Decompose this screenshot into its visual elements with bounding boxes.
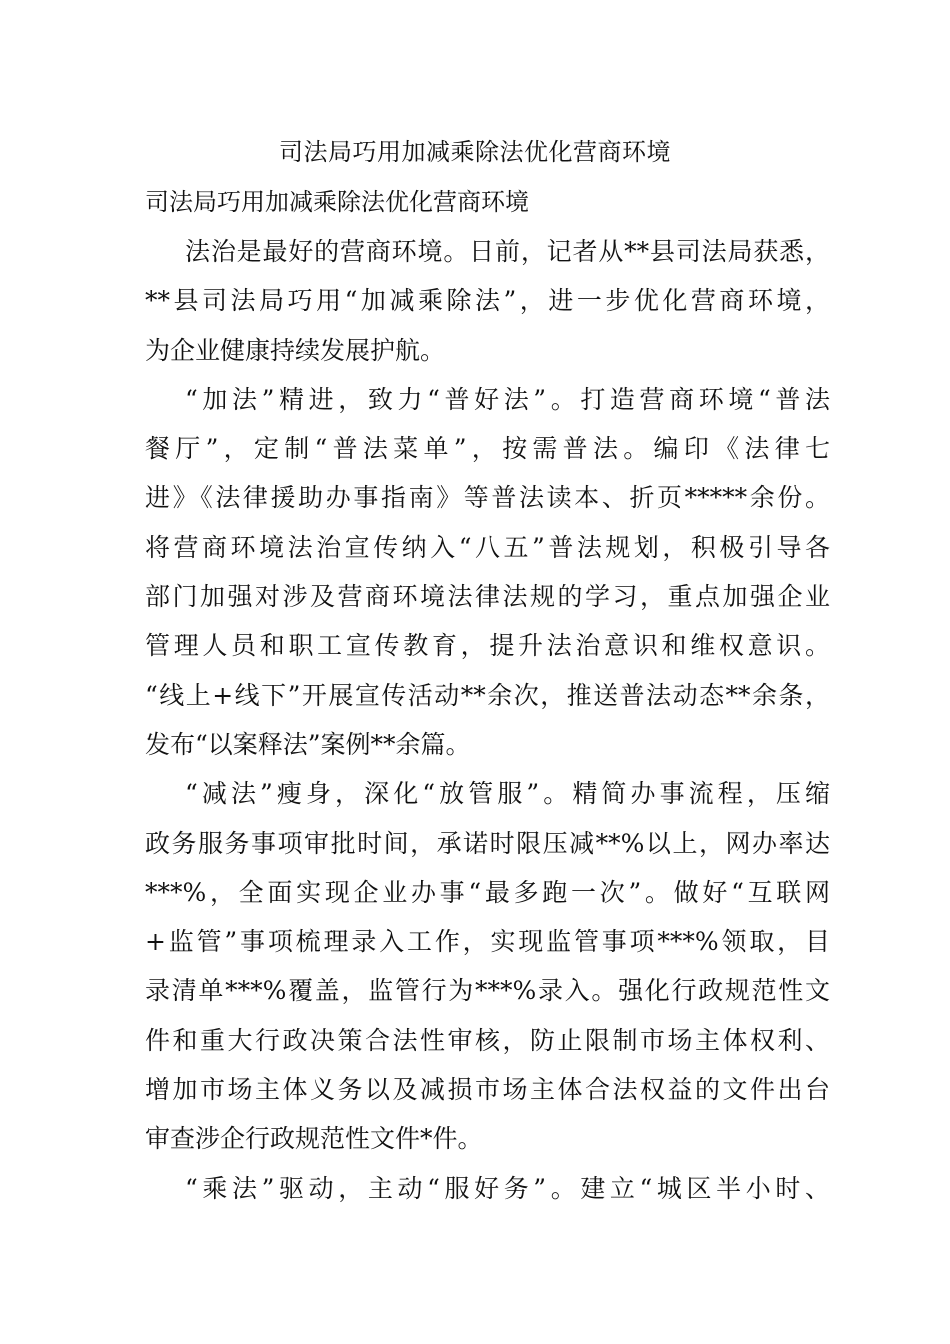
paragraph-line: **县司法局巧用“加减乘除法”，进一步优化营商环境，	[145, 286, 830, 316]
paragraph-line: 增加市场主体义务以及减损市场主体合法权益的文件出台	[145, 1075, 830, 1105]
paragraph-line: “加法”精进，致力“普好法”。打造营商环境“普法	[185, 384, 830, 414]
paragraph-line: 餐厅”，定制“普法菜单”，按需普法。编印《法律七	[145, 434, 830, 464]
document-title: 司法局巧用加减乘除法优化营商环境	[279, 138, 671, 166]
paragraph-line: 部门加强对涉及营商环境法律法规的学习，重点加强企业	[145, 582, 830, 612]
paragraph-line: 审查涉企行政规范性文件*件。	[145, 1124, 483, 1154]
paragraph-line: 政务服务事项审批时间，承诺时限压减**%以上，网办率达	[145, 828, 830, 858]
paragraph-line: ***%，全面实现企业办事“最多跑一次”。做好“互联网	[145, 877, 830, 907]
document-subtitle: 司法局巧用加减乘除法优化营商环境	[145, 188, 529, 216]
paragraph-line: 进》《法律援助办事指南》等普法读本、折页*****余份。	[145, 483, 830, 513]
paragraph-line: 件和重大行政决策合法性审核，防止限制市场主体权利、	[145, 1025, 830, 1055]
paragraph-line: 管理人员和职工宣传教育，提升法治意识和维权意识。	[145, 631, 830, 661]
paragraph-line: 录清单***%覆盖，监管行为***%录入。强化行政规范性文	[145, 976, 830, 1006]
paragraph-line: 法治是最好的营商环境。日前，记者从**县司法局获悉，	[185, 237, 830, 266]
paragraph-line: “线上+线下”开展宣传活动**余次，推送普法动态**余条，	[145, 680, 830, 710]
paragraph-line: 为企业健康持续发展护航。	[145, 335, 446, 365]
paragraph-line: “乘法”驱动，主动“服好务”。建立“城区半小时、	[185, 1173, 830, 1203]
paragraph-line: 发布“以案释法”案例**余篇。	[145, 729, 471, 759]
document-body	[145, 231, 830, 1217]
paragraph-line: +监管”事项梳理录入工作，实现监管事项***%领取，目	[145, 927, 830, 957]
paragraph-line: 将营商环境法治宣传纳入“八五”普法规划，积极引导各	[145, 532, 830, 562]
paragraph-line: “减法”瘦身，深化“放管服”。精简办事流程，压缩	[185, 779, 830, 809]
